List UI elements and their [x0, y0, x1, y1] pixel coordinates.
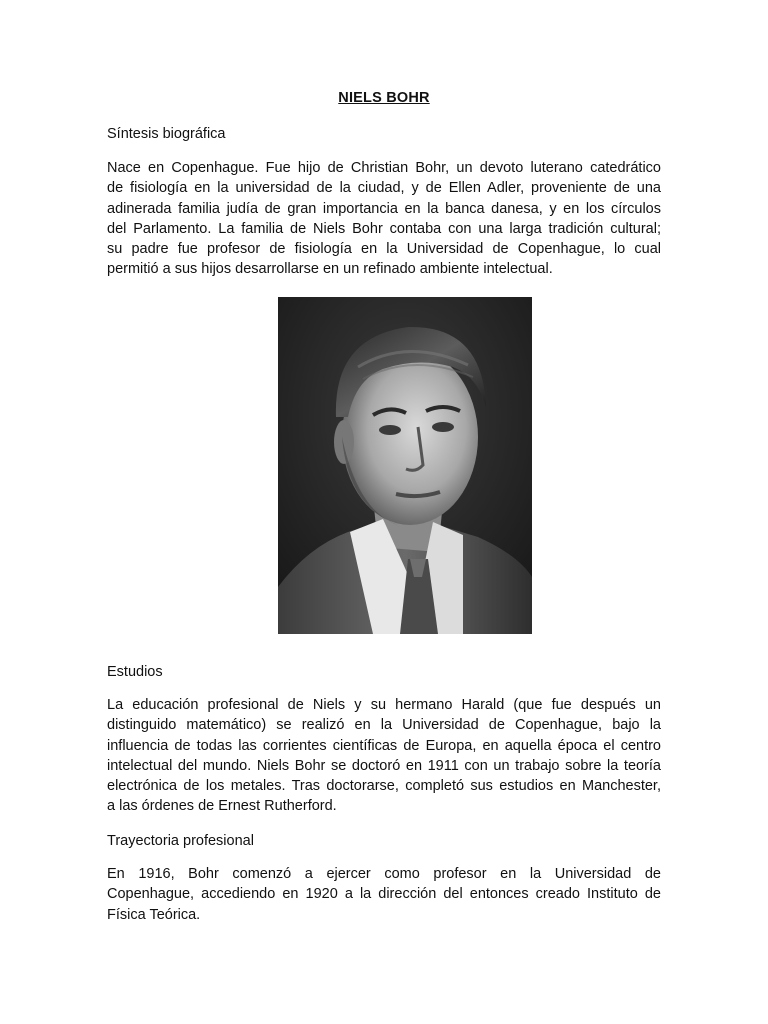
paragraph-line: adinerada familia judía de gran importancia en la banca danesa, y en los círculos [107, 200, 661, 217]
paragraph-estudios [107, 695, 661, 817]
section-heading-estudios: Estudios [107, 664, 163, 680]
paragraph-line: electrónica de los metales. Tras doctorarse, completó sus estudios en Manchester, [107, 778, 661, 795]
paragraph-line: Física Teórica. [107, 906, 201, 923]
paragraph-trayectoria [107, 864, 661, 925]
section-heading-biografia: Síntesis biográfica [107, 126, 226, 142]
paragraph-line: del Parlamento. La familia de Niels Bohr contaba con una larga tradición cultural; [107, 220, 661, 237]
paragraph-line: La educación profesional de Niels y su hermano Harald (que fue después un [107, 697, 661, 713]
portrait-image [278, 297, 532, 634]
paragraph-line: En 1916, Bohr comenzó a ejercer como profesor en la Universidad de [107, 866, 661, 882]
paragraph-line: influencia de todas las corrientes científicas de Europa, en aquella época el centro [107, 737, 661, 754]
paragraph-line: a las órdenes de Ernest Rutherford. [107, 798, 337, 815]
paragraph-line: de fisiología en la universidad de la ciudad, y de Ellen Adler, proveniente de una [107, 180, 661, 197]
paragraph-line: permitió a sus hijos desarrollarse en un refinado ambiente intelectual. [107, 261, 553, 278]
portrait-photo [278, 297, 532, 634]
paragraph-line: Copenhague, accediendo en 1920 a la dirección del entonces creado Instituto de [107, 886, 661, 903]
paragraph-line: Nace en Copenhague. Fue hijo de Christian Bohr, un devoto luterano catedrático [107, 160, 661, 176]
paragraph-line: distinguido matemático) se realizó en la Universidad de Copenhague, bajo la [107, 717, 661, 734]
document-title: NIELS BOHR [338, 90, 430, 106]
section-heading-trayectoria: Trayectoria profesional [107, 833, 254, 849]
paragraph-line: intelectual del mundo. Niels Bohr se doctoró en 1911 con un trabajo sobre la teoría [107, 757, 661, 774]
paragraph-line: su padre fue profesor de fisiología en la Universidad de Copenhague, lo cual [107, 241, 661, 258]
paragraph-biografia [107, 158, 661, 280]
